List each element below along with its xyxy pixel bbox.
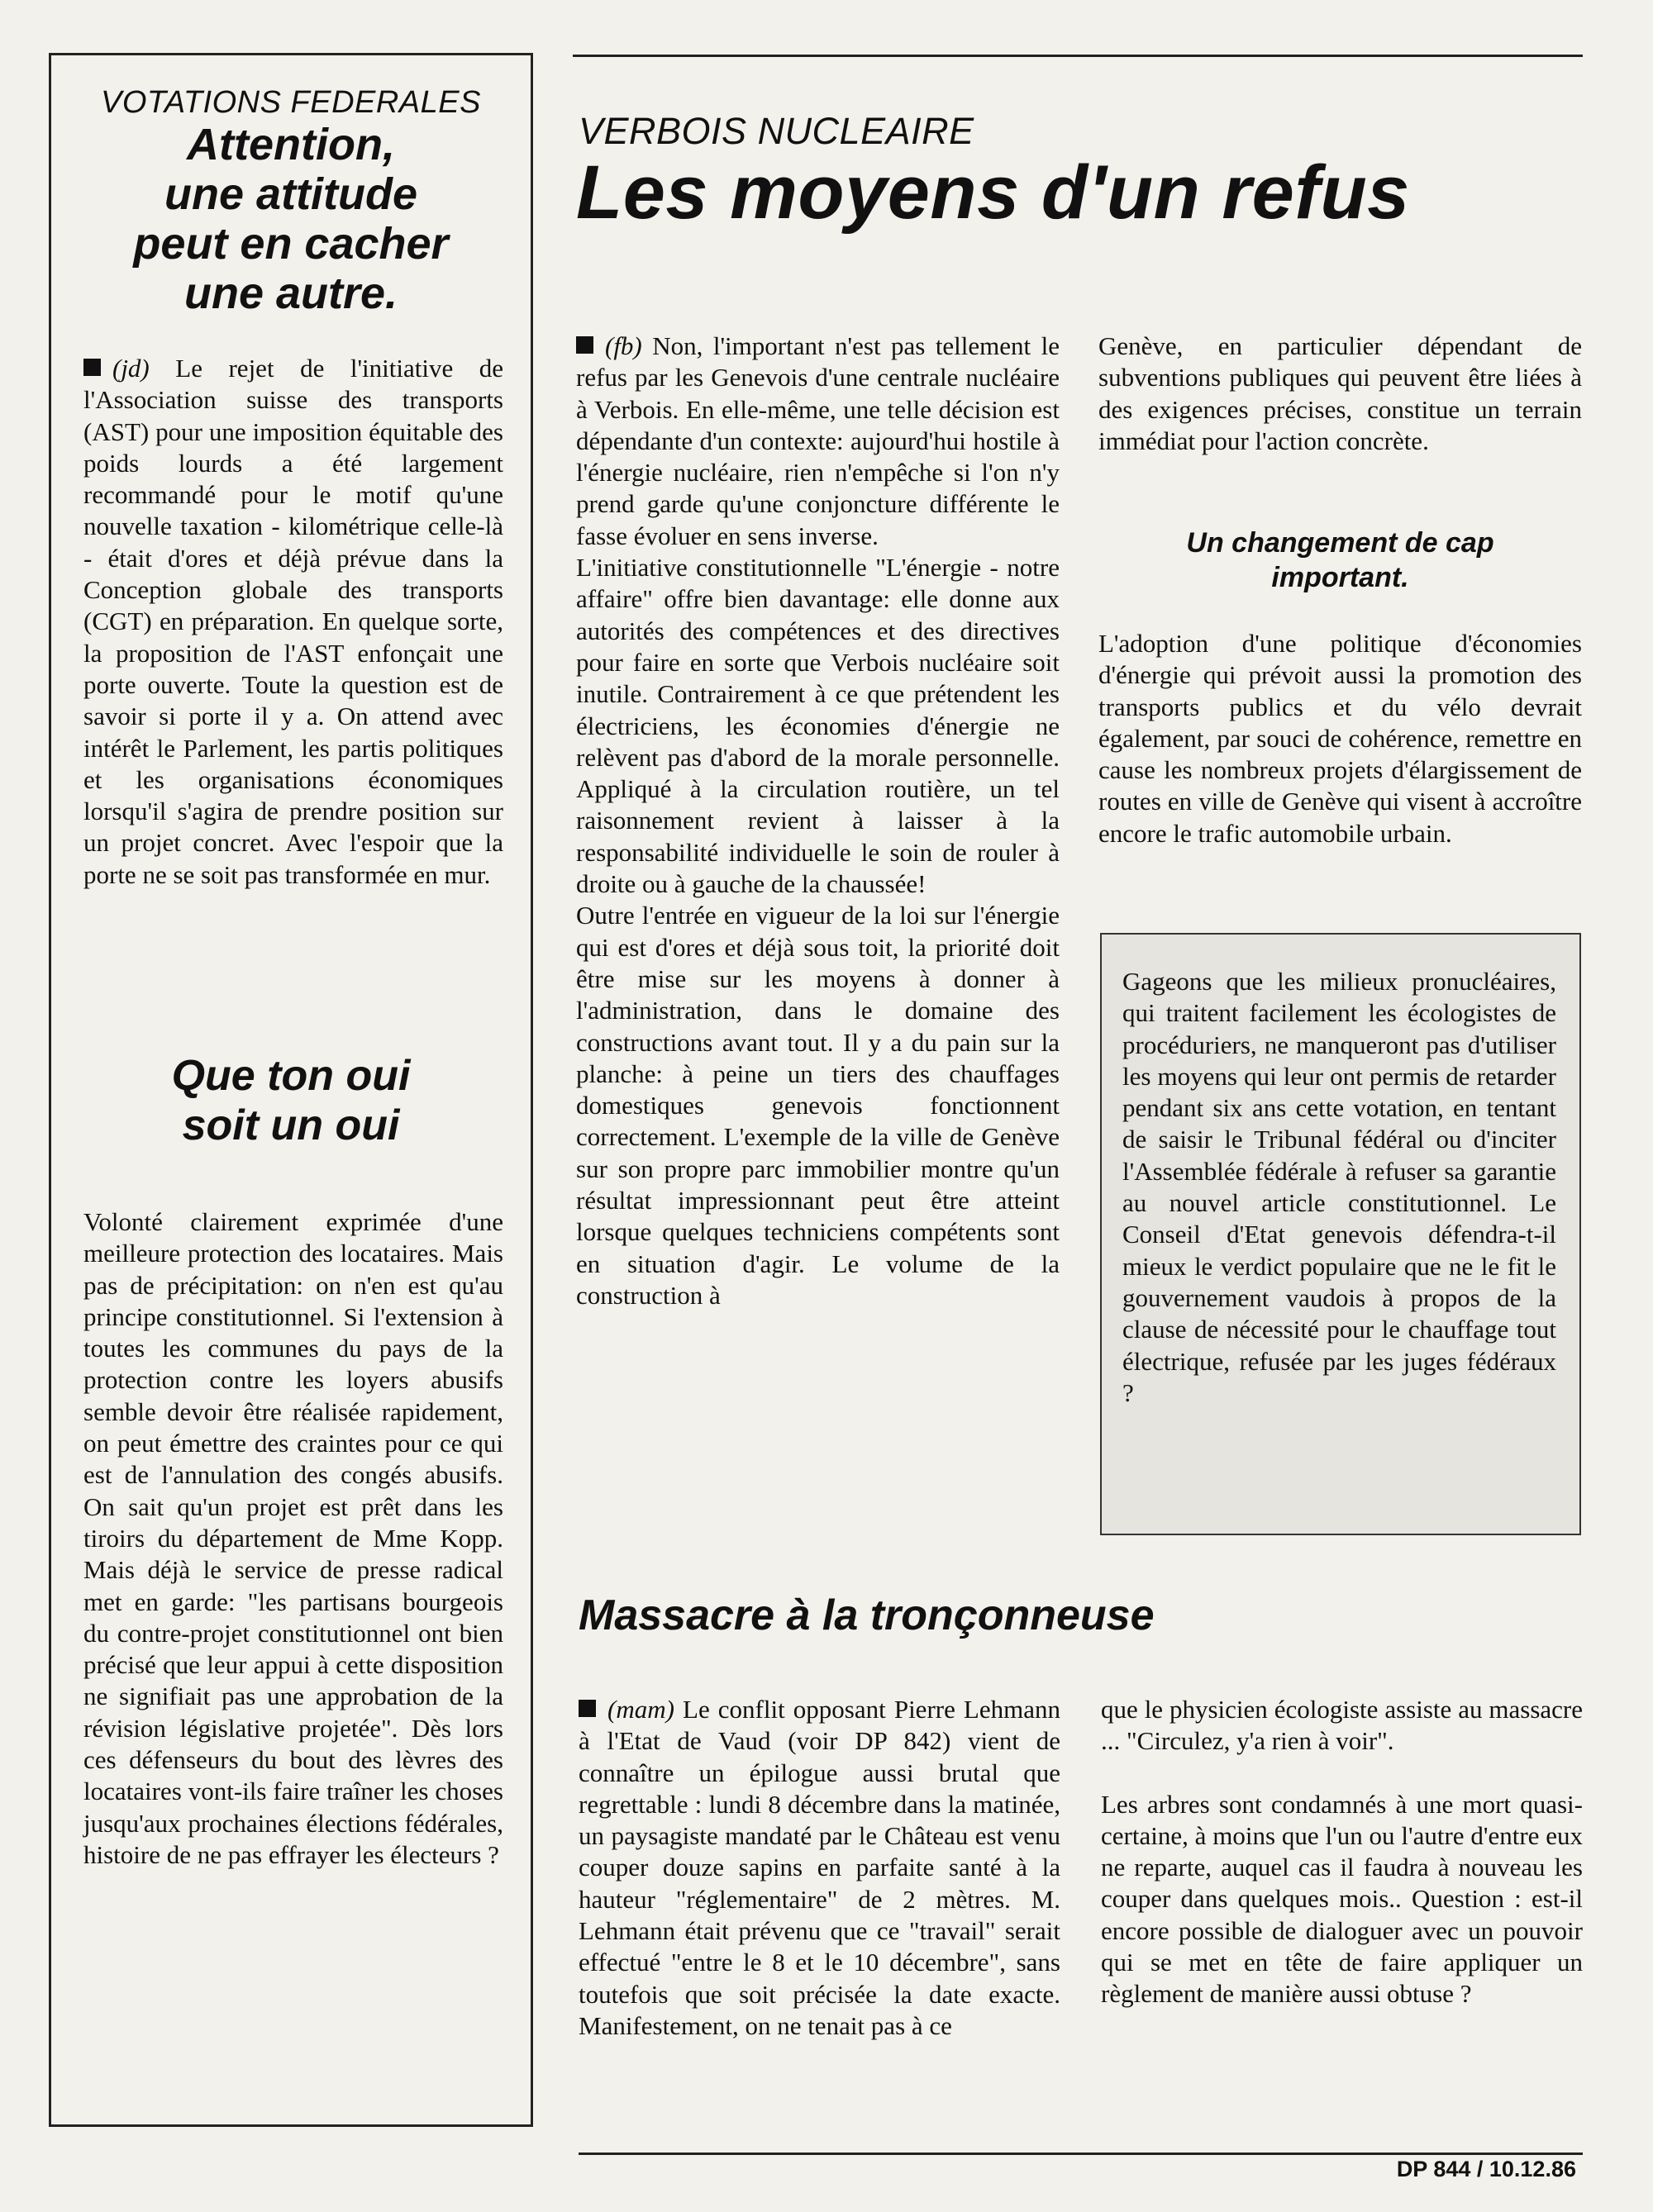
pullquote-text: [1122, 966, 1556, 1409]
paragraph-text: Les arbres sont condamnés à une mort quasi-certaine, à moins que l'un ou l'autre d'entre eux ne reparte, auquel cas il faudra à nouveau les couper dans quelques mois.. Question : est-il encore possible de dialoguer avec un pouvoir qui se met en tête de faire appliquer un règlement de manière aussi obtuse ?: [1101, 1789, 1583, 2009]
bullet-square-icon: [576, 336, 593, 354]
paragraph-text: Genève, en particulier dépendant de subventions publiques qui peuvent être liées à des exigences précises, constitue un terrain immédiat pour l'action concrète.: [1098, 331, 1582, 455]
subhead-line: Un changement de cap: [1186, 527, 1494, 559]
subhead-line: soit un oui: [182, 1101, 400, 1149]
paragraph-text: Volonté clairement exprimée d'une meilleure protection des locataires. Mais pas de précipitation: on n'en est qu'au principe constitutionnel. Si l'extension à toutes les communes du pays de la protection contre les loyers abusifs semble devoir être réalisée rapidement, on peut émettre des craintes pour ce qui est de l'annulation des congés abusifs. On sait qu'un projet est prêt dans les tiroirs du département de Mme Kopp. Mais déjà le service de presse radical met en garde: "les partisans bourgeois du contre-projet constitutionnel ont bien précisé que leur appui à cette disposition ne signifiait pas une approbation de la révision législative projetée". Dès lors ces défenseurs du bout des lèvres des locataires vont-ils faire traîner les choses jusqu'aux prochaines élections fédérales, histoire de ne pas effrayer les électeurs ?: [83, 1207, 503, 1869]
author-initials: (fb): [605, 331, 642, 360]
oui-subhead: [49, 1051, 533, 1150]
paragraph-text: Le rejet de l'initiative de l'Association suisse des transports (AST) pour une imposition équitable des poids lourds a été largement recommandé pour le motif qu'une nouvelle taxation - kilométrique celle-là - était d'ores et déjà prévue dans la Conception globale des transports (CGT) en préparation. En quelque sorte, la proposition de l'AST enfonçait une porte ouverte. Toute la question est de savoir si porte il y a. On attend avec intérêt le Parlement, les partis politiques et les organisations économiques lorsqu'il s'agira de prendre position sur un projet concret. Avec l'espoir que la porte ne se soit pas transformée en mur.: [83, 354, 503, 889]
bottom-rule-divider: [579, 2153, 1583, 2155]
votations-article-body: [83, 353, 503, 891]
headline-line: une autre.: [183, 269, 398, 318]
massacre-column-2: [1101, 1694, 1583, 2010]
votations-kicker: VOTATIONS FEDERALES: [101, 85, 481, 120]
massacre-headline: Massacre à la tronçonneuse: [579, 1591, 1155, 1639]
headline-line: peut en cacher: [133, 219, 449, 269]
verbois-kicker: VERBOIS NUCLEAIRE: [579, 110, 974, 152]
bullet-square-icon: [83, 359, 101, 376]
top-rule-divider: [573, 55, 1583, 57]
paragraph-text: que le physicien écologiste assiste au massacre ... "Circulez, y'a rien à voir".: [1101, 1695, 1583, 1756]
bullet-square-icon: [579, 1700, 596, 1717]
massacre-column-1: [579, 1694, 1060, 2042]
paragraph-text: Le conflit opposant Pierre Lehmann à l'Etat de Vaud (voir DP 842) vient de connaître un épilogue aussi brutal que regrettable : lundi 8 décembre dans la matinée, un paysagiste mandaté par le Château est venu couper douze sapins en parfaite santé à la hauteur "réglementaire" de 2 mètres. M. Lehmann était prévenu que ce "travail" serait effectué "entre le 8 et le 10 décembre", sans toutefois que soit précisée la date exacte. Manifestement, on ne tenait pas à ce: [579, 1695, 1061, 2040]
verbois-headline: Les moyens d'un refus: [576, 150, 1410, 235]
verbois-column-1: [576, 331, 1060, 1311]
votations-headline: [49, 120, 533, 318]
issue-reference: DP 844 / 10.12.86: [1396, 2157, 1576, 2181]
paragraph-text: L'initiative constitutionnelle "L'énergie - notre affaire" offre bien davantage: elle donne aux autorités des compétences et des directives pour faire en sorte que Verbois nucléaire soit inutile. Contrairement à ce que prétendent les électriciens, les économies d'énergie ne relèvent pas d'abord de la morale personnelle. Appliqué à la circulation routière, un tel raisonnement revient à laisser à la responsabilité individuelle le soin de rouler à droite ou à gauche de la chaussée!: [576, 553, 1060, 899]
subhead-line: Que ton oui: [171, 1052, 411, 1100]
author-initials: (mam): [607, 1695, 674, 1724]
oui-article-body: [83, 1206, 503, 1871]
paragraph-text: L'adoption d'une politique d'économies d'énergie qui prévoit aussi la promotion des transports publics et du vélo devrait également, par souci de cohérence, remettre en cause les nombreux projets d'élargissement de routes en ville de Genève qui visent à accroître encore le trafic automobile urbain.: [1098, 629, 1582, 848]
paragraph-text: Outre l'entrée en vigueur de la loi sur l'énergie qui est d'ores et déjà sous toit, la priorité doit être mise sur les moyens à donner à l'administration, dans le domaine des constructions avant tout. Il y a du pain sur la planche: à peine un tiers des chauffages domestiques genevois fonctionnent correctement. L'exemple de la ville de Genève sur son propre parc immobilier montre qu'un résultat impressionnant peut être atteint lorsque quelques techniciens compétents sont en situation d'agir. Le volume de la construction à: [576, 901, 1060, 1310]
subhead-line: important.: [1271, 562, 1409, 593]
verbois-column-2-top: [1098, 331, 1582, 457]
verbois-column-2-middle: [1098, 628, 1582, 849]
headline-line: Attention,: [187, 120, 395, 169]
changement-subhead: [1098, 526, 1582, 595]
paragraph-text: Non, l'important n'est pas tellement le refus par les Genevois d'une centrale nucléaire à Verbois. En elle-même, une telle décision est dépendante d'un contexte: aujourd'hui hostile à l'énergie nucléaire, rien n'empêche si l'on n'y prend garde qu'une conjoncture différente le fasse évoluer en sens inverse.: [576, 331, 1060, 550]
headline-line: une attitude: [164, 169, 417, 219]
paragraph-text: Gageons que les milieux pronucléaires, qui traitent facilement les écologistes de procéduriers, ne manqueront pas d'utiliser les moyens qui leur ont permis de retarder pendant six ans cette votation, en tentant de saisir le Tribunal fédéral ou d'inciter l'Assemblée fédérale à refuser sa garantie au nouvel article constitutionnel. Le Conseil d'Etat genevois défendra-t-il mieux le verdict populaire que ne le fit le gouvernement vaudois à propos de la clause de nécessité pour le chauffage tout électrique, refusée par les juges fédéraux ?: [1122, 967, 1556, 1407]
author-initials: (jd): [112, 354, 150, 383]
